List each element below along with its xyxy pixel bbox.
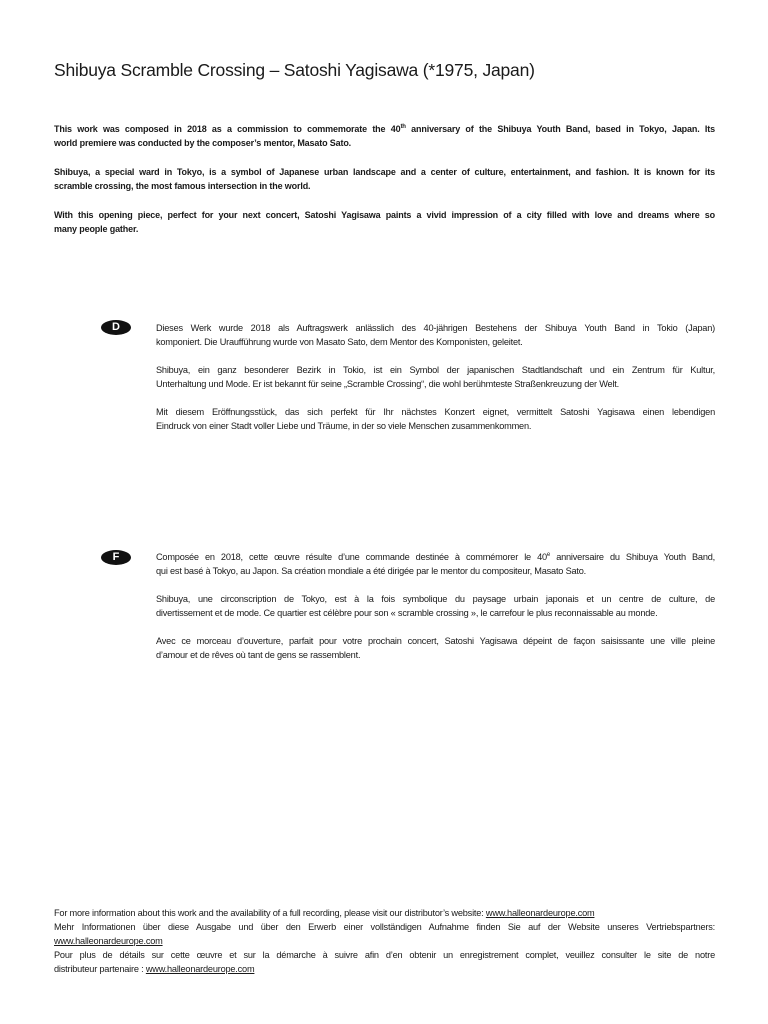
french-paragraph-1 (156, 550, 715, 578)
footer-line-en (54, 906, 715, 920)
text-line: Shibuya, a special ward in Tokyo, is a symbol of Japanese urban landscape and a center of culture, entertainment, and fashion. It is known for its (54, 167, 715, 177)
english-paragraph-1 (54, 122, 715, 150)
english-paragraph-3 (54, 208, 715, 236)
text-line: Avec ce morceau d’ouverture, parfait pour votre prochain concert, Satoshi Yagisawa dépeint de façon saisissante une ville pleine (156, 636, 715, 646)
german-paragraph-3 (156, 405, 715, 433)
text-line: divertissement et de mode. Ce quartier est célèbre pour son « scramble crossing », le carrefour le plus reconnaissable au monde. (156, 608, 658, 618)
english-description (54, 122, 715, 251)
text-line: Eindruck von einer Stadt voller Liebe und Träume, in der so viele Menschen zusammenkommen. (156, 421, 532, 431)
text-line (156, 550, 715, 564)
distributor-link[interactable]: www.halleonardeurope.com (54, 936, 163, 946)
text-line: With this opening piece, perfect for your next concert, Satoshi Yagisawa paints a vivid impression of a city filled with love and dreams where so (54, 210, 715, 220)
text-line (54, 122, 715, 136)
text-line: Shibuya, une circonscription de Tokyo, est à la fois symbolique du paysage urbain japonais et un centre de culture, de (156, 594, 715, 604)
footer-text: For more information about this work and the availability of a full recording, please visit our distributor’s website: (54, 908, 486, 918)
german-description (156, 321, 715, 447)
superscript: th (400, 124, 406, 130)
text-line: world premiere was conducted by the composer’s mentor, Masato Sato. (54, 138, 352, 148)
text-fragment: Composée en 2018, cette œuvre résulte d’une commande destinée à commémorer le 40 (156, 552, 547, 562)
footer-line-de-link (54, 934, 715, 948)
text-line: komponiert. Die Uraufführung wurde von Masato Sato, dem Mentor des Komponisten, geleitet. (156, 337, 523, 347)
french-description (156, 550, 715, 676)
text-line: d’amour et de rêves où tant de gens se rassemblent. (156, 650, 361, 660)
footer-line-fr-link (54, 962, 715, 976)
text-fragment: This work was composed in 2018 as a commission to commemorate the 40 (54, 124, 401, 134)
text-line: many people gather. (54, 224, 139, 234)
page-title: Shibuya Scramble Crossing – Satoshi Yagisawa (*1975, Japan) (54, 60, 535, 80)
distributor-link[interactable]: www.halleonardeurope.com (485, 908, 595, 918)
german-paragraph-2 (156, 363, 715, 391)
french-paragraph-3 (156, 634, 715, 662)
text-line: scramble crossing, the most famous intersection in the world. (54, 181, 311, 191)
text-line: Unterhaltung und Mode. Er ist bekannt für seine „Scramble Crossing“, die wohl berühmteste Straßenkreuzung der Welt. (156, 379, 619, 389)
distributor-link[interactable]: www.halleonardeurope.com (145, 964, 255, 974)
text-fragment: anniversaire du Shibuya Youth Band, (550, 552, 715, 562)
language-badge-german: D (101, 320, 131, 335)
german-paragraph-1 (156, 321, 715, 349)
text-line: qui est basé à Tokyo, au Japon. Sa création mondiale a été dirigée par le mentor du compositeur, Masato Sato. (156, 566, 587, 576)
english-paragraph-2 (54, 165, 715, 193)
language-badge-french: F (101, 550, 131, 565)
footer-line-fr: Pour plus de détails sur cette œuvre et sur la démarche à suivre afin d’en obtenir un enregistrement complet, veuillez consulter le site de notre (54, 950, 715, 960)
french-paragraph-2 (156, 592, 715, 620)
text-line: Dieses Werk wurde 2018 als Auftragswerk anlässlich des 40-jährigen Bestehens der Shibuya Youth Band in Tokio (Japan) (156, 323, 715, 333)
text-line: Mit diesem Eröffnungsstück, das sich perfekt für Ihr nächstes Konzert eignet, vermittelt Satoshi Yagisawa einen lebendigen (156, 407, 715, 417)
text-fragment: anniversary of the Shibuya Youth Band, based in Tokyo, Japan. Its (405, 124, 715, 134)
footer-text: distributeur partenaire : (54, 964, 146, 974)
footer-info (54, 906, 715, 976)
footer-line-de: Mehr Informationen über diese Ausgabe und über den Erwerb einer vollständigen Aufnahme finden Sie auf der Website unseres Vertriebspartners: (54, 922, 715, 932)
superscript: e (546, 552, 551, 558)
text-line: Shibuya, ein ganz besonderer Bezirk in Tokio, ist ein Symbol der japanischen Stadtlandschaft und ein Zentrum für Kultur, (156, 365, 715, 375)
